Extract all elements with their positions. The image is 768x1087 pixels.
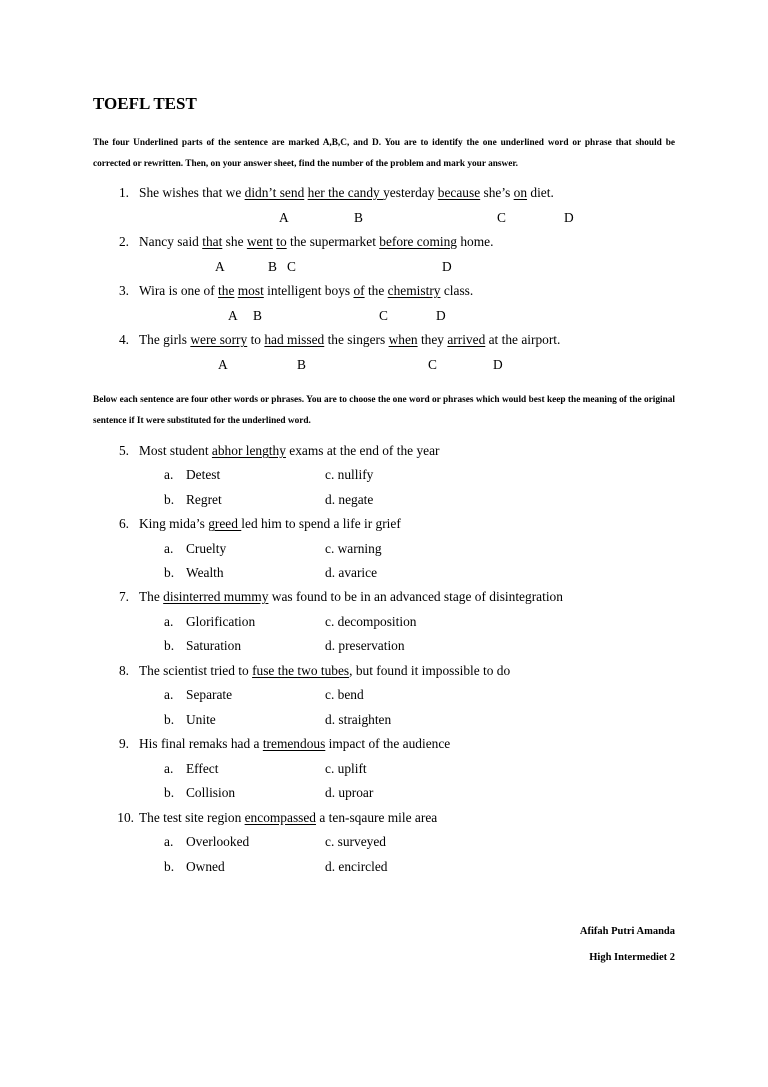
option-label: a. — [164, 834, 174, 849]
option-b: Wealth — [186, 565, 224, 580]
option-letter: A — [218, 357, 228, 372]
author-class: High Intermediet 2 — [589, 952, 675, 963]
option-b: Collision — [186, 785, 236, 800]
option-d: d. uproar — [325, 785, 374, 800]
section1-instruction: The four Underlined parts of the sentence are marked A,B,C, and D. You are to identify the one underlined word or phrase that should be corrected or rewritten. Then, on your answer sheet, find the number of the problem and mark your answer. — [93, 138, 675, 169]
option-letter: B — [253, 308, 262, 323]
option-b: Regret — [186, 492, 222, 507]
option-a: Separate — [186, 687, 233, 702]
option-letter: B — [354, 210, 363, 225]
page-title: TOEFL TEST — [93, 94, 197, 113]
option-letter: A — [279, 210, 289, 225]
question-number: 3. — [118, 283, 129, 298]
option-label: a. — [164, 467, 174, 482]
option-letter: C — [497, 210, 506, 225]
question-number: 6. — [118, 516, 129, 531]
question-3-sentence: Wira is one of the most intelligent boys of the chemistry class. — [139, 283, 474, 298]
option-letter: C — [379, 308, 388, 323]
question-number: 1. — [118, 185, 129, 200]
option-c: c. decomposition — [325, 614, 417, 629]
option-c: c. warning — [325, 541, 382, 556]
option-d: d. straighten — [325, 712, 392, 727]
option-label: b. — [164, 565, 175, 580]
question-2-sentence: Nancy said that she went to the supermarket before coming home. — [139, 234, 494, 249]
option-label: a. — [164, 761, 174, 776]
question-1-sentence: She wishes that we didn’t send her the candy yesterday because she’s on diet. — [139, 185, 554, 200]
option-label: a. — [164, 541, 174, 556]
question-number: 10. — [117, 810, 134, 825]
option-letter: D — [493, 357, 503, 372]
option-b: Unite — [186, 712, 216, 727]
option-a: Overlooked — [186, 834, 250, 849]
question-8-sentence: The scientist tried to fuse the two tubes, but found it impossible to do — [139, 663, 511, 678]
question-4-sentence: The girls were sorry to had missed the singers when they arrived at the airport. — [139, 332, 561, 347]
option-d: d. avarice — [325, 565, 378, 580]
option-letter: B — [297, 357, 306, 372]
option-label: b. — [164, 785, 175, 800]
option-letter: A — [215, 259, 225, 274]
option-letter: C — [287, 259, 296, 274]
option-b: Owned — [186, 859, 225, 874]
option-letter: D — [564, 210, 574, 225]
section2-instruction: Below each sentence are four other words or phrases. You are to choose the one word or phrases which would best keep the meaning of the original sentence if It were substituted for the underlined word. — [93, 395, 675, 426]
option-label: b. — [164, 638, 175, 653]
option-c: c. surveyed — [325, 834, 386, 849]
option-c: c. nullify — [325, 467, 374, 482]
option-letter: C — [428, 357, 437, 372]
option-letter: B — [268, 259, 277, 274]
option-label: b. — [164, 859, 175, 874]
question-number: 8. — [118, 663, 129, 678]
option-letter: D — [436, 308, 446, 323]
question-number: 5. — [118, 443, 129, 458]
option-c: c. uplift — [325, 761, 367, 776]
option-c: c. bend — [325, 687, 364, 702]
option-letter: A — [228, 308, 238, 323]
option-a: Cruelty — [186, 541, 227, 556]
option-d: d. preservation — [325, 638, 405, 653]
option-a: Glorification — [186, 614, 256, 629]
question-number: 4. — [118, 332, 129, 347]
option-label: a. — [164, 687, 174, 702]
question-7-sentence: The disinterred mummy was found to be in an advanced stage of disintegration — [139, 589, 563, 604]
author-name: Afifah Putri Amanda — [579, 926, 675, 937]
question-number: 7. — [118, 589, 129, 604]
option-d: d. negate — [325, 492, 374, 507]
question-number: 2. — [118, 234, 129, 249]
option-a: Detest — [186, 467, 221, 482]
question-6-sentence: King mida’s greed led him to spend a life ir grief — [139, 516, 401, 531]
question-number: 9. — [118, 736, 129, 751]
question-10-sentence: The test site region encompassed a ten-sqaure mile area — [139, 810, 438, 825]
option-a: Effect — [186, 761, 219, 776]
option-d: d. encircled — [325, 859, 388, 874]
question-9-sentence: His final remaks had a tremendous impact of the audience — [139, 736, 451, 751]
option-letter: D — [442, 259, 452, 274]
option-b: Saturation — [186, 638, 242, 653]
option-label: a. — [164, 614, 174, 629]
option-label: b. — [164, 712, 175, 727]
question-5-sentence: Most student abhor lengthy exams at the end of the year — [139, 443, 440, 458]
option-label: b. — [164, 492, 175, 507]
